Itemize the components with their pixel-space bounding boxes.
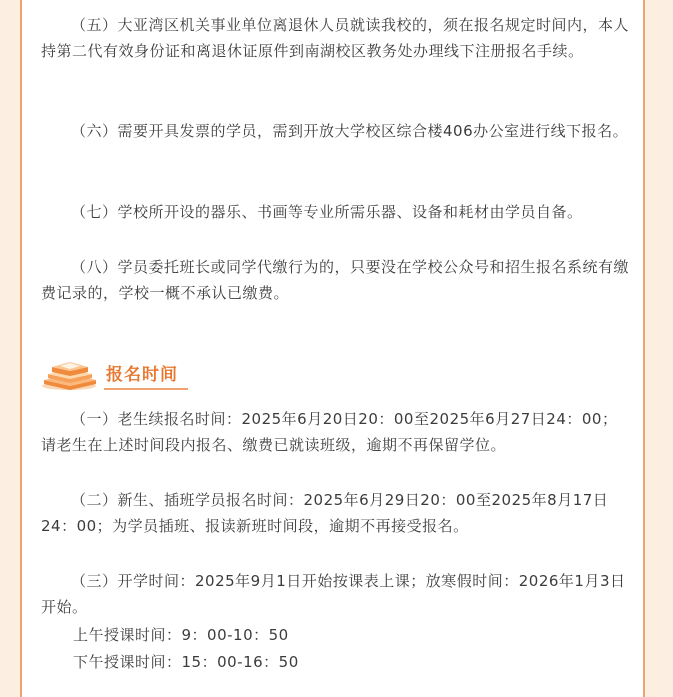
paragraph-7: （七）学校所开设的器乐、书画等专业所需乐器、设备和耗材由学员自备。 <box>71 203 583 221</box>
registration-new-students: （二）新生、插班学员报名时间：2025年6月29日20：00至2025年8月17日24：00；为学员插班、报读新班时间段，逾期不再接受报名。 <box>41 491 609 535</box>
section-underline <box>104 388 188 390</box>
paragraph-6: （六）需要开具发票的学员，需到开放大学校区综合楼406办公室进行线下报名。 <box>71 122 629 140</box>
afternoon-schedule: 下午授课时间：15：00-16：50 <box>73 653 299 671</box>
school-start-time: （三）开学时间：2025年9月1日开始按课表上课；放寒假时间：2026年1月3日开始。 <box>41 572 626 616</box>
books-icon <box>40 352 100 392</box>
section-header <box>40 352 240 392</box>
paragraph-5: （五）大亚湾区机关事业单位离退休人员就读我校的，须在报名规定时间内，本人持第二代有效身份证和离退休证原件到南湖校区教务处办理线下注册报名手续。 <box>41 16 630 60</box>
paragraph-8: （八）学员委托班长或同学代缴行为的，只要没在学校公众号和招生报名系统有缴费记录的，学校一概不承认已缴费。 <box>41 258 630 302</box>
section-title: 报名时间 <box>106 365 178 385</box>
morning-schedule: 上午授课时间：9：00-10：50 <box>73 626 289 644</box>
registration-old-students: （一）老生续报名时间：2025年6月20日20：00至2025年6月27日24：00；请老生在上述时间段内报名、缴费已就读班级，逾期不再保留学位。 <box>41 410 618 454</box>
